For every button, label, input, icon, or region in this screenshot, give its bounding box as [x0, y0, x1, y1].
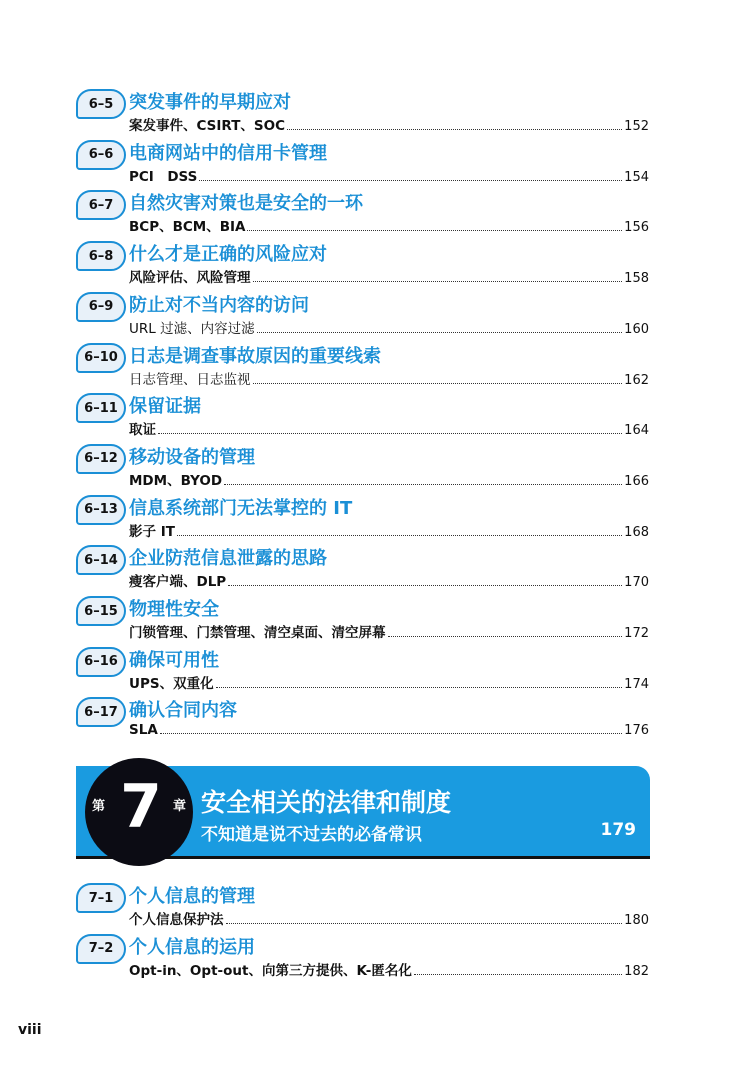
section-keywords: 风险评估、风险管理: [129, 270, 251, 287]
dot-leader: [247, 229, 622, 231]
section-keywords: 日志管理、日志监视: [129, 371, 251, 388]
section-keywords-row: [129, 520, 649, 540]
section-keywords: SLA: [129, 722, 158, 739]
chapter-number: 7: [120, 772, 162, 842]
toc-entry[interactable]: [72, 694, 650, 744]
section-title: 什么才是正确的风险应对: [129, 244, 327, 266]
section-keywords: 取证: [129, 422, 156, 439]
section-title: 移动设备的管理: [129, 446, 255, 468]
page-number: 170: [624, 575, 649, 591]
section-title: 信息系统部门无法掌控的 IT: [129, 497, 353, 519]
toc-entry[interactable]: [72, 931, 650, 981]
section-keywords: 瘦客户端、DLP: [129, 574, 227, 591]
section-keywords-row: [129, 959, 649, 979]
toc-entry[interactable]: [72, 137, 650, 187]
section-title: 自然灾害对策也是安全的一环: [129, 193, 363, 215]
chapter-page-number: 179: [600, 820, 636, 840]
toc-entry[interactable]: [72, 86, 650, 136]
page-number: 162: [624, 372, 649, 388]
section-title: 确认合同内容: [129, 700, 237, 722]
section-number-badge: 6–17: [76, 697, 126, 727]
page-number: 168: [624, 524, 649, 540]
page-number: 166: [624, 473, 649, 489]
section-number-badge: 7–2: [76, 934, 126, 964]
section-title: 电商网站中的信用卡管理: [129, 142, 327, 164]
section-keywords-row: [129, 469, 649, 489]
page-number: 174: [624, 676, 649, 692]
page-number: 176: [624, 723, 649, 739]
chapter-number-circle: [85, 758, 193, 866]
dot-leader: [158, 432, 622, 434]
section-title: 防止对不当内容的访问: [129, 294, 309, 316]
dot-leader: [199, 179, 622, 181]
dot-leader: [253, 280, 623, 282]
section-number-badge: 6–11: [76, 393, 126, 423]
chapter-subtitle: 不知道是说不过去的必备常识: [201, 825, 422, 845]
section-number-badge: 6–16: [76, 647, 126, 677]
toc-entry[interactable]: [72, 289, 650, 339]
page-number: 164: [624, 423, 649, 439]
section-keywords: 个人信息保护法: [129, 912, 224, 928]
section-title: 物理性安全: [129, 599, 219, 620]
chapter-title: 安全相关的法律和制度: [201, 788, 452, 817]
section-keywords-row: [129, 317, 649, 337]
dot-leader: [253, 382, 623, 384]
section-number-badge: 7–1: [76, 883, 126, 913]
section-number-badge: 6–15: [76, 596, 126, 626]
page-number: 156: [624, 220, 649, 236]
dot-leader: [257, 331, 623, 333]
section-keywords: 影子 IT: [129, 523, 175, 540]
chapter-suffix: 章: [173, 799, 187, 814]
section-keywords-row: [129, 722, 649, 738]
chapter-7-header[interactable]: [76, 766, 650, 860]
chapter-prefix: 第: [92, 799, 106, 814]
toc-entry[interactable]: [72, 340, 650, 390]
section-keywords-row: [129, 621, 649, 641]
toc-entry[interactable]: [72, 492, 650, 542]
dot-leader: [388, 635, 623, 637]
page-number: 182: [624, 963, 649, 979]
toc-entry[interactable]: [72, 644, 650, 694]
section-keywords-row: [129, 165, 649, 185]
section-title: 个人信息的运用: [129, 936, 255, 958]
section-number-badge: 6–12: [76, 444, 126, 474]
section-title: 个人信息的管理: [129, 886, 255, 907]
dot-leader: [287, 128, 622, 130]
page-number: 160: [624, 321, 649, 337]
page-number: 180: [624, 913, 649, 928]
section-number-badge: 6–8: [76, 241, 126, 271]
page-number: 152: [624, 119, 649, 134]
section-number-badge: 6–10: [76, 343, 126, 373]
page-number: 154: [624, 169, 649, 185]
dot-leader: [216, 686, 623, 688]
section-keywords: 案发事件、CSIRT、SOC: [129, 118, 286, 134]
section-keywords: 门锁管理、门禁管理、清空桌面、清空屏幕: [129, 625, 386, 641]
section-keywords: UPS、双重化: [129, 675, 214, 692]
toc-entry[interactable]: [72, 593, 650, 643]
page-number: 172: [624, 626, 649, 641]
section-title: 保留证据: [129, 396, 201, 418]
section-number-badge: 6–7: [76, 190, 126, 220]
dot-leader: [228, 584, 622, 586]
section-keywords: MDM、BYOD: [129, 472, 223, 489]
section-keywords-row: [129, 114, 649, 134]
toc-entry[interactable]: [72, 542, 650, 592]
section-keywords-row: [129, 908, 649, 928]
section-title: 日志是调查事故原因的重要线索: [129, 345, 381, 367]
toc-entry[interactable]: [72, 187, 650, 237]
toc-entry[interactable]: [72, 880, 650, 930]
section-keywords: Opt-in、Opt-out、向第三方提供、K-匿名化: [129, 962, 412, 979]
toc-entry[interactable]: [72, 441, 650, 491]
dot-leader: [224, 483, 622, 485]
section-keywords-row: [129, 368, 649, 388]
section-number-badge: 6–5: [76, 89, 126, 119]
section-keywords-row: [129, 418, 649, 438]
dot-leader: [160, 732, 622, 734]
section-number-badge: 6–13: [76, 495, 126, 525]
dot-leader: [226, 922, 623, 924]
dot-leader: [414, 973, 622, 975]
section-keywords-row: [129, 570, 649, 590]
page-folio: viii: [18, 1022, 42, 1038]
section-number-badge: 6–9: [76, 292, 126, 322]
section-keywords-row: [129, 266, 649, 286]
section-keywords-row: [129, 672, 649, 692]
section-keywords: PCI DSS: [129, 168, 198, 185]
section-title: 企业防范信息泄露的思路: [129, 548, 327, 570]
page-number: 158: [624, 271, 649, 287]
section-keywords: URL 过滤、内容过滤: [129, 320, 255, 337]
section-title: 确保可用性: [129, 649, 219, 671]
section-keywords-row: [129, 215, 649, 235]
section-number-badge: 6–6: [76, 140, 126, 170]
section-number-badge: 6–14: [76, 545, 126, 575]
toc-entry[interactable]: [72, 390, 650, 440]
section-keywords: BCP、BCM、BIA: [129, 219, 246, 236]
dot-leader: [177, 534, 622, 536]
section-title: 突发事件的早期应对: [129, 92, 291, 113]
toc-entry[interactable]: [72, 238, 650, 288]
